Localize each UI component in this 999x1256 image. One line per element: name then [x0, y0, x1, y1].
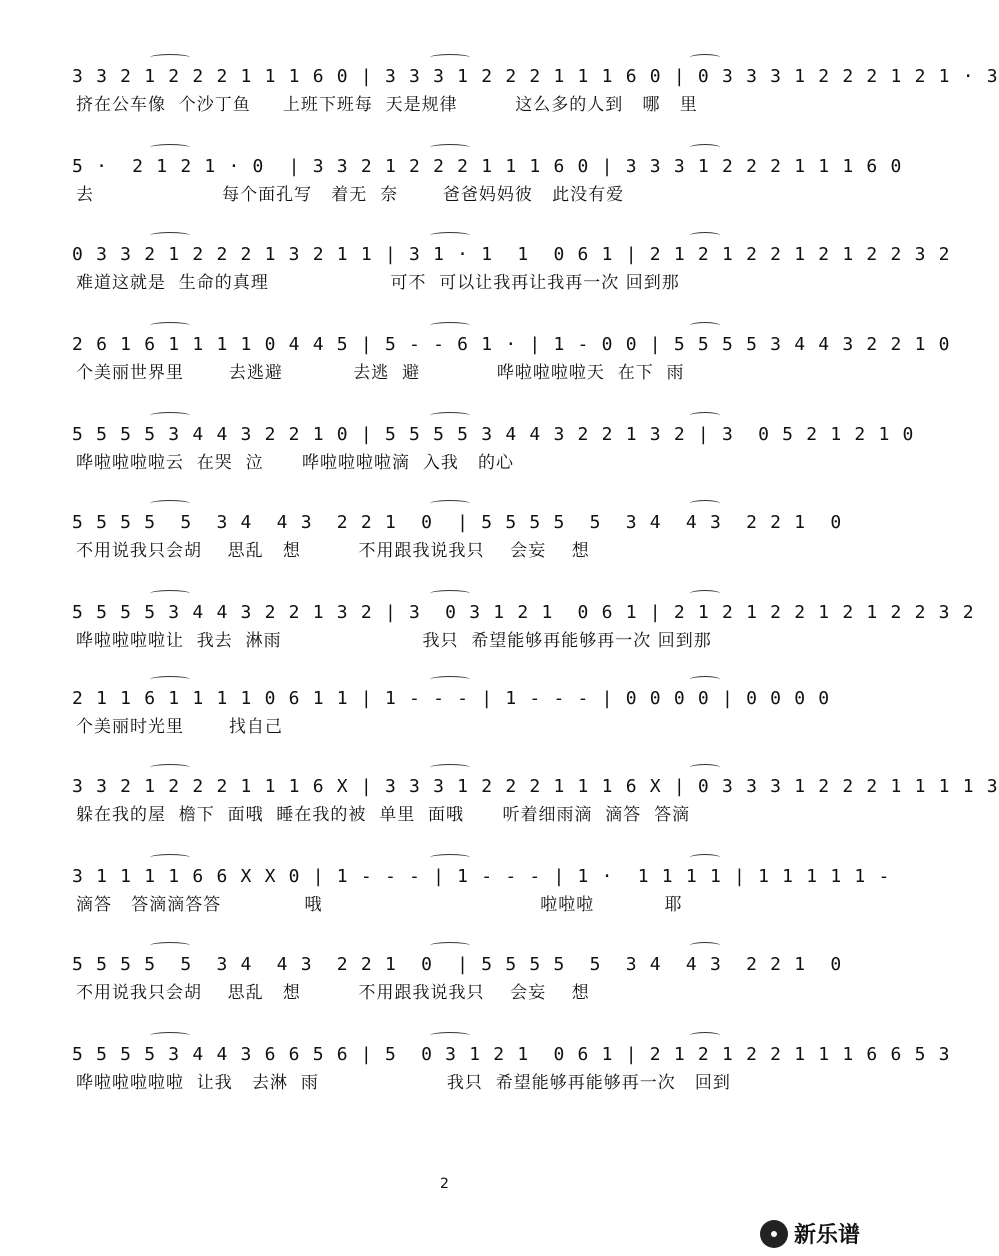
notation-line: 5 5 5 5 3 4 4 3 2 2 1 3 2 | 3 0 3 1 2 1 0 6 1 | 2 1 2 1 2 2 1 2 1 2 2 3 2: [72, 602, 975, 623]
logo-text: 新乐谱: [794, 1223, 861, 1248]
slur-mark: [430, 1032, 470, 1039]
slur-mark: [150, 676, 190, 683]
slur-mark: [150, 322, 190, 329]
slur-mark: [690, 232, 720, 239]
lyrics-line: 哗啦啦啦啦啦 让我 去淋 雨 我只 希望能够再能够再一次 回到: [76, 1073, 731, 1093]
slur-mark: [150, 500, 190, 507]
lyrics-line: 滴答 答滴滴答答 哦 啦啦啦 耶: [76, 895, 683, 915]
slur-mark: [150, 764, 190, 771]
notation-line: 5 5 5 5 3 4 4 3 6 6 5 6 | 5 0 3 1 2 1 0 6 1 | 2 1 2 1 2 2 1 1 1 6 6 5 3: [72, 1044, 951, 1065]
slur-mark: [150, 590, 190, 597]
slur-mark: [690, 54, 720, 61]
notation-line: 3 3 2 1 2 2 2 1 1 1 6 X | 3 3 3 1 2 2 2 1 1 1 6 X | 0 3 3 3 1 2 2 2 1 1 1 1 3: [72, 776, 999, 797]
notation-line: 2 6 1 6 1 1 1 1 0 4 4 5 | 5 - - 6 1 · | 1 - 0 0 | 5 5 5 5 3 4 4 3 2 2 1 0: [72, 334, 951, 355]
slur-mark: [430, 854, 470, 861]
vinyl-disc-icon: [760, 1220, 788, 1248]
slur-mark: [150, 232, 190, 239]
slur-mark: [430, 942, 470, 949]
slur-mark: [150, 854, 190, 861]
slur-mark: [150, 144, 190, 151]
slur-mark: [430, 54, 470, 61]
notation-line: 2 1 1 6 1 1 1 1 0 6 1 1 | 1 - - - | 1 - - - | 0 0 0 0 | 0 0 0 0: [72, 688, 831, 709]
notation-line: 5 · 2 1 2 1 · 0 | 3 3 2 1 2 2 2 1 1 1 6 0 | 3 3 3 1 2 2 2 1 1 1 6 0: [72, 156, 903, 177]
lyrics-line: 去 每个面孔写 着无 奈 爸爸妈妈彼 此没有爱: [76, 185, 625, 205]
lyrics-line: 哗啦啦啦啦让 我去 淋雨 我只 希望能够再能够再一次 回到那: [76, 631, 712, 651]
slur-mark: [690, 412, 720, 419]
notation-line: 5 5 5 5 5 3 4 4 3 2 2 1 0 | 5 5 5 5 5 3 4 4 3 2 2 1 0: [72, 512, 843, 533]
slur-mark: [690, 764, 720, 771]
notation-line: 3 1 1 1 1 6 6 X X 0 | 1 - - - | 1 - - - | 1 · 1 1 1 1 | 1 1 1 1 1 -: [72, 866, 891, 887]
slur-mark: [690, 942, 720, 949]
slur-mark: [690, 854, 720, 861]
slur-mark: [430, 322, 470, 329]
lyrics-line: 不用说我只会胡 思乱 想 不用跟我说我只 会妄 想: [76, 541, 590, 561]
slur-mark: [430, 500, 470, 507]
notation-line: 0 3 3 2 1 2 2 2 1 3 2 1 1 | 3 1 · 1 1 0 6 1 | 2 1 2 1 2 2 1 2 1 2 2 3 2: [72, 244, 951, 265]
slur-mark: [150, 412, 190, 419]
lyrics-line: 不用说我只会胡 思乱 想 不用跟我说我只 会妄 想: [76, 983, 590, 1003]
slur-mark: [690, 144, 720, 151]
slur-mark: [150, 1032, 190, 1039]
site-logo: [760, 1218, 860, 1249]
slur-mark: [690, 500, 720, 507]
page-number: 2: [440, 1176, 449, 1192]
slur-mark: [690, 590, 720, 597]
slur-mark: [430, 232, 470, 239]
notation-line: 5 5 5 5 3 4 4 3 2 2 1 0 | 5 5 5 5 3 4 4 3 2 2 1 3 2 | 3 0 5 2 1 2 1 0: [72, 424, 915, 445]
slur-mark: [690, 322, 720, 329]
slur-mark: [430, 144, 470, 151]
slur-mark: [690, 676, 720, 683]
slur-mark: [430, 764, 470, 771]
lyrics-line: 难道这就是 生命的真理 可不 可以让我再让我再一次 回到那: [76, 273, 680, 293]
lyrics-line: 挤在公车像 个沙丁鱼 上班下班每 天是规律 这么多的人到 哪 里: [76, 95, 698, 115]
slur-mark: [150, 54, 190, 61]
slur-mark: [430, 676, 470, 683]
notation-line: 5 5 5 5 5 3 4 4 3 2 2 1 0 | 5 5 5 5 5 3 4 4 3 2 2 1 0: [72, 954, 843, 975]
notation-line: 3 3 2 1 2 2 2 1 1 1 6 0 | 3 3 3 1 2 2 2 1 1 1 6 0 | 0 3 3 3 1 2 2 2 1 2 1 · 3: [72, 66, 999, 87]
slur-mark: [430, 590, 470, 597]
lyrics-line: 哗啦啦啦啦云 在哭 泣 哗啦啦啦啦滴 入我 的心: [76, 453, 515, 473]
slur-mark: [150, 942, 190, 949]
lyrics-line: 躲在我的屋 檐下 面哦 睡在我的被 单里 面哦 听着细雨滴 滴答 答滴: [76, 805, 691, 825]
slur-mark: [430, 412, 470, 419]
lyrics-line: 个美丽时光里 找自己: [76, 717, 283, 737]
slur-mark: [690, 1032, 720, 1039]
lyrics-line: 个美丽世界里 去逃避 去逃 避 哗啦啦啦啦天 在下 雨: [76, 363, 685, 383]
